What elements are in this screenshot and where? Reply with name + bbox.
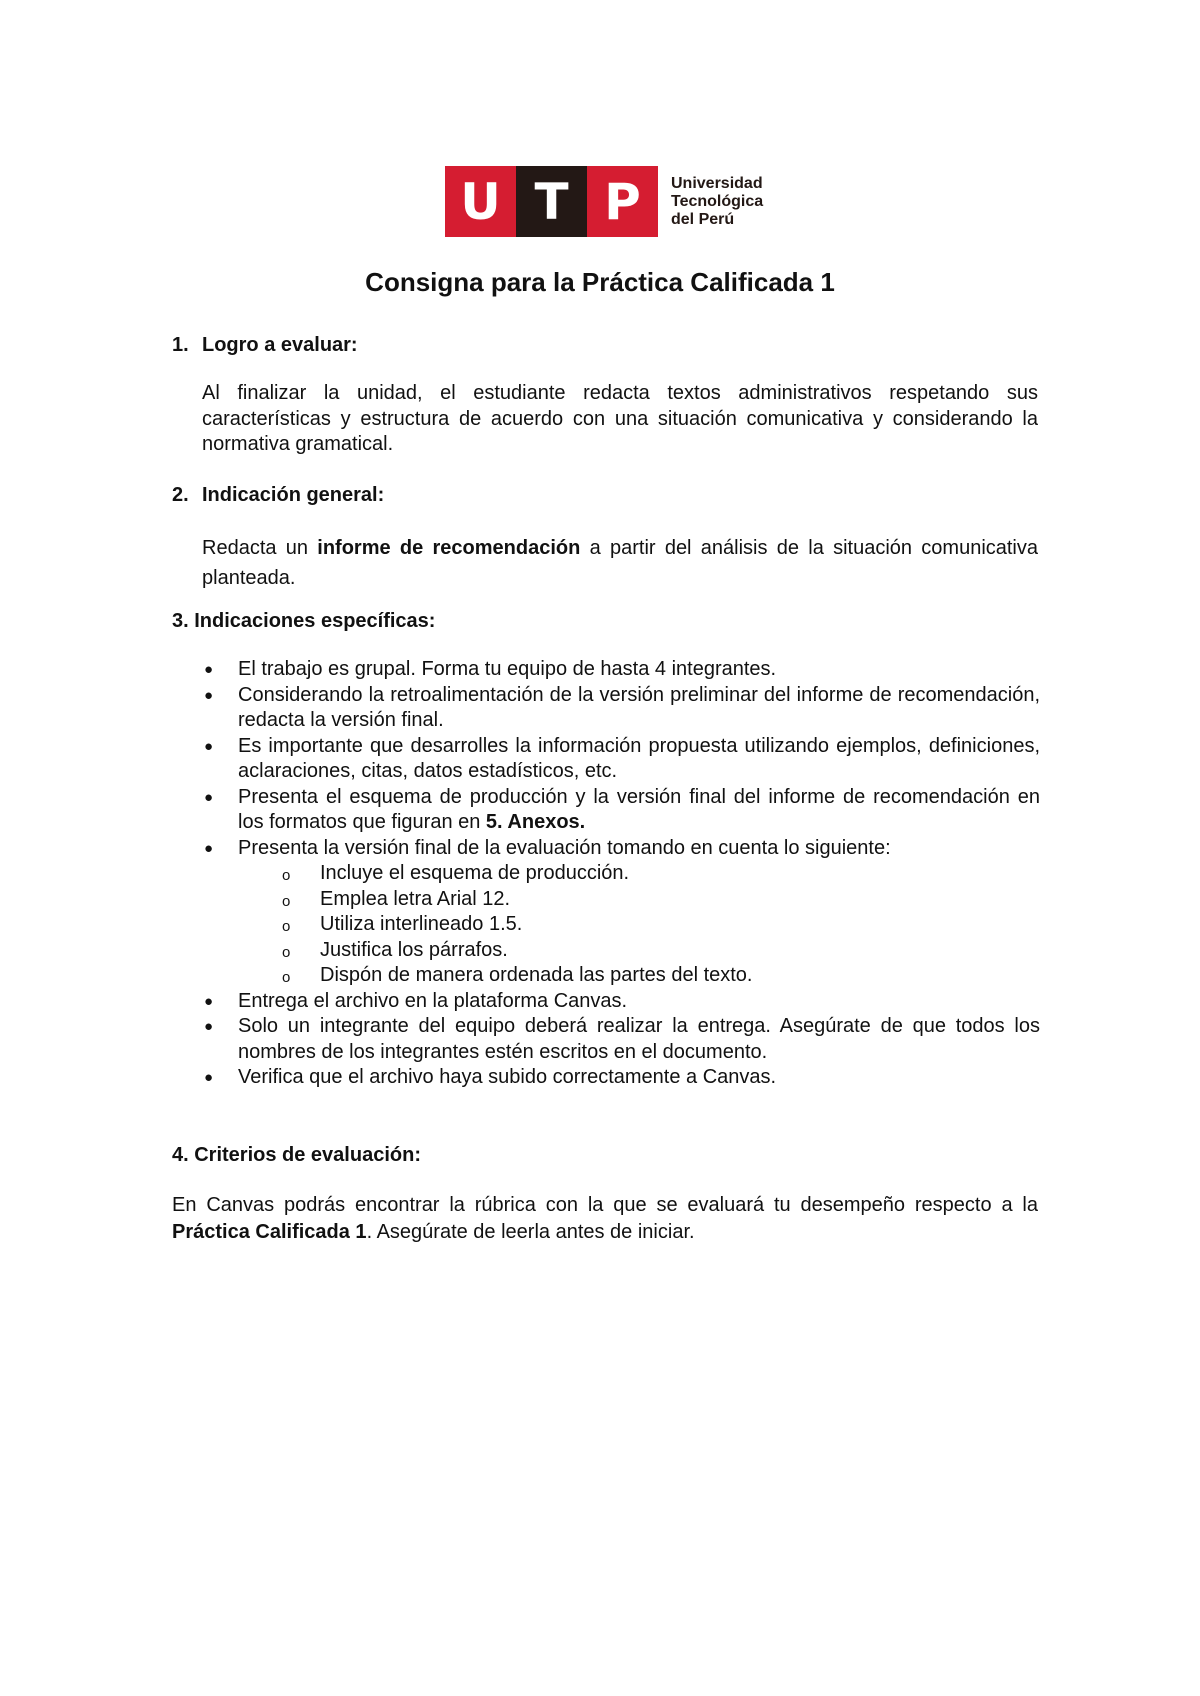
- circle-bullet-icon: o: [282, 969, 291, 986]
- logo-letter-u: U: [445, 166, 516, 237]
- bullet-icon: ●: [204, 737, 214, 755]
- section-1-heading: [172, 332, 358, 358]
- section-number: 1.: [172, 334, 189, 356]
- section-2-heading: [172, 482, 384, 508]
- utp-logo: [445, 166, 763, 237]
- list-item: [202, 657, 1040, 683]
- list-item-text: El trabajo es grupal. Forma tu equipo de hasta 4 integrantes.: [238, 658, 777, 680]
- sub-list-item: [238, 963, 1040, 989]
- list-item-text: Presenta el esquema de producción y la versión final del informe de recomendación en los formatos que figuran en: [238, 785, 1040, 833]
- list-item-text: Presenta la versión final de la evaluación tomando en cuenta lo siguiente:: [238, 836, 891, 859]
- text-run: En Canvas podrás encontrar la rúbrica con la que se evaluará tu desempeño respecto a la: [172, 1194, 1038, 1216]
- sub-list-item-text: Utiliza interlineado 1.5.: [320, 913, 523, 935]
- sub-list-item-text: Dispón de manera ordenada las partes del texto.: [320, 964, 753, 986]
- list-item-text: Entrega el archivo en la plataforma Canvas.: [238, 989, 628, 1012]
- list-item: [202, 734, 1040, 785]
- list-item: [202, 1014, 1040, 1065]
- bullet-icon: ●: [204, 1018, 214, 1035]
- list-item-text: Solo un integrante del equipo deberá realizar la entrega. Asegúrate de que todos los nombres de los integrantes estén escritos en el documento.: [238, 1015, 1040, 1063]
- circle-bullet-icon: o: [282, 867, 291, 884]
- bullet-icon: ●: [204, 839, 214, 857]
- list-item: [202, 836, 1040, 989]
- section-3-heading: 3. Indicaciones específicas:: [172, 610, 436, 632]
- sub-list-item: [238, 938, 1040, 964]
- bold-text-run: 5. Anexos.: [485, 811, 586, 833]
- bullet-icon: ●: [204, 1069, 214, 1086]
- list-item: [202, 1065, 1040, 1091]
- list-item: [202, 683, 1040, 734]
- bullet-icon: ●: [204, 686, 214, 704]
- list-item-text: Considerando la retroalimentación de la versión preliminar del informe de recomendación, redacta la versión final.: [238, 683, 1040, 731]
- section-heading-text: Indicación general:: [202, 484, 385, 506]
- list-item-text: Verifica que el archivo haya subido correctamente a Canvas.: [238, 1066, 777, 1088]
- list-item: [202, 989, 1040, 1015]
- section-number: 2.: [172, 484, 189, 506]
- page-title: Consigna para la Práctica Calificada 1: [365, 267, 835, 297]
- bullet-icon: ●: [204, 992, 214, 1010]
- circle-bullet-icon: o: [282, 918, 291, 935]
- sub-list-item-text: Incluye el esquema de producción.: [320, 862, 630, 884]
- list-item-text: Es importante que desarrolles la información propuesta utilizando ejemplos, definiciones, aclaraciones, citas, datos estadísticos, etc.: [238, 734, 1040, 782]
- list-item: [202, 785, 1040, 836]
- logo-name-line: Tecnológica: [671, 192, 764, 210]
- section-2-text: [202, 533, 1038, 593]
- section-1-text: Al finalizar la unidad, el estudiante redacta textos administrativos respetando sus características y estructura de acuerdo con una situación comunicativa y considerando la normativa gramatical.: [202, 382, 1038, 455]
- section-4-text: [172, 1192, 1038, 1246]
- sub-list-item: [238, 887, 1040, 913]
- instructions-list: [202, 657, 1040, 1091]
- circle-bullet-icon: o: [282, 892, 291, 910]
- text-run: Redacta un: [202, 537, 318, 559]
- bold-text-run: Práctica Calificada 1: [172, 1221, 367, 1243]
- sub-list-item-text: Emplea letra Arial 12.: [320, 887, 511, 910]
- section-4-heading: 4. Criterios de evaluación:: [172, 1144, 421, 1166]
- text-run: . Asegúrate de leerla antes de iniciar.: [366, 1221, 695, 1243]
- section-heading-text: Logro a evaluar:: [202, 334, 358, 356]
- logo-university-name: [671, 175, 763, 229]
- sub-list: [238, 861, 1040, 989]
- bullet-icon: ●: [204, 788, 214, 806]
- sub-list-item: [238, 912, 1040, 938]
- sub-list-item: [238, 861, 1040, 887]
- circle-bullet-icon: o: [282, 943, 291, 961]
- bold-text-run: informe de recomendación: [317, 537, 581, 559]
- bullet-icon: ●: [204, 661, 214, 678]
- logo-name-line: Universidad: [671, 174, 763, 192]
- text-run: a partir del análisis de la situación comunicativa planteada.: [202, 537, 1039, 589]
- logo-letter-t: T: [516, 166, 587, 237]
- logo-letter-p: P: [587, 166, 658, 237]
- logo-name-line: del Perú: [671, 210, 735, 228]
- sub-list-item-text: Justifica los párrafos.: [320, 938, 508, 961]
